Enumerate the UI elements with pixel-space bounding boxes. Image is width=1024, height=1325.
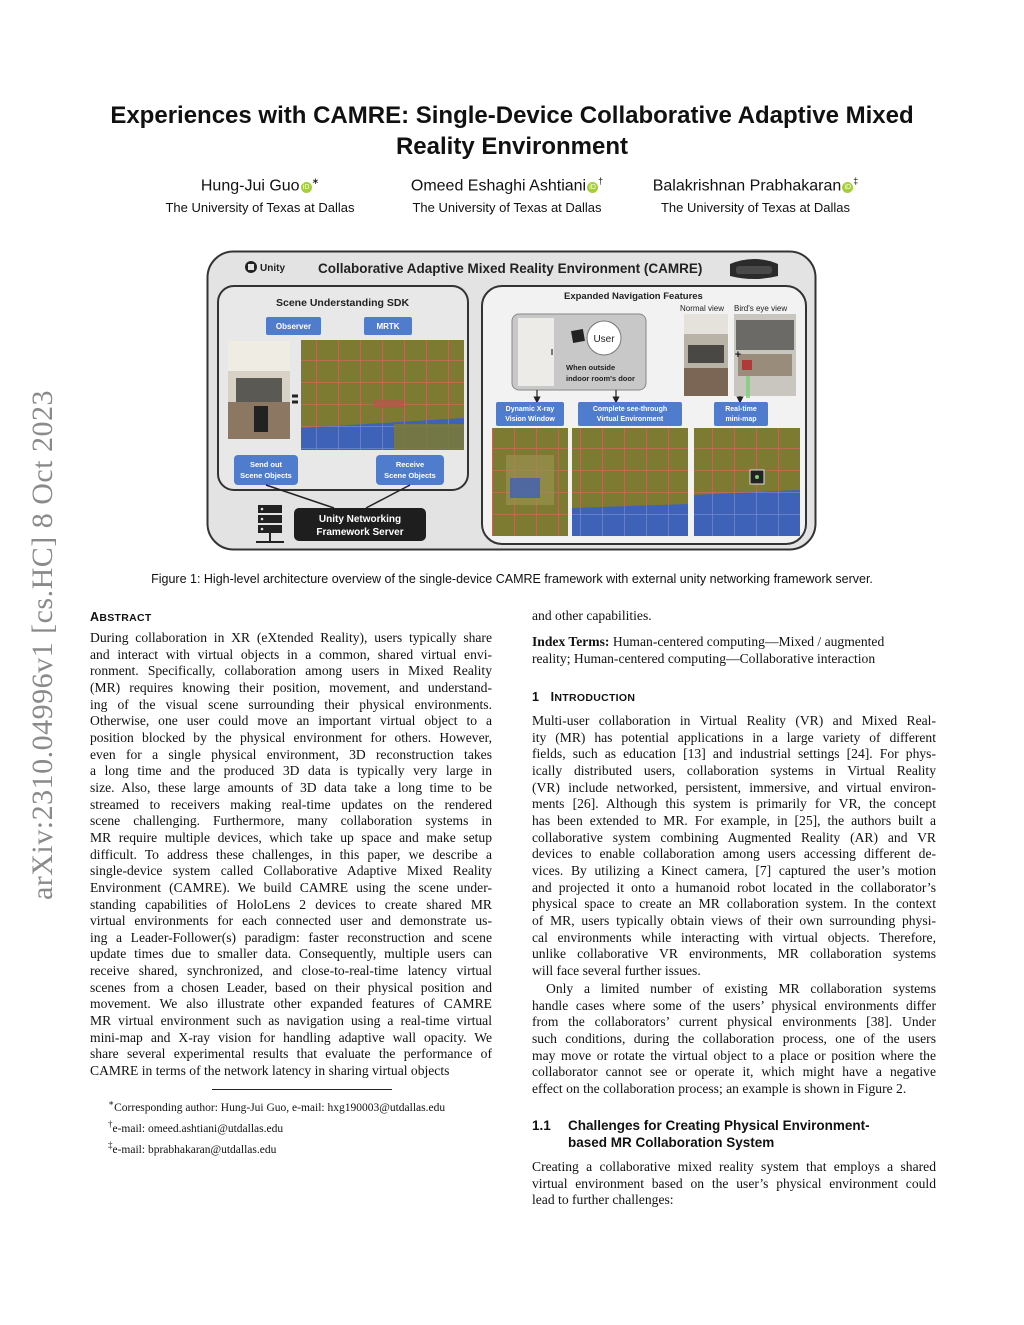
text-line: effect on the collaboration process; an example is shown in Figure 2.	[532, 1080, 907, 1096]
door-photo	[518, 318, 554, 386]
text-line: will face several further issues.	[532, 962, 701, 978]
mini-map-label-2: mini-map	[725, 416, 757, 423]
intro-number: 1	[532, 690, 540, 704]
xray-label-2: Vision Window	[505, 416, 555, 423]
text-line: from the collaborators’ current physical environments [38]. Under	[532, 1014, 936, 1030]
author-3	[638, 176, 873, 195]
intro-first: I	[550, 690, 555, 704]
subsection-title-1: Challenges for Creating Physical Environment-	[568, 1118, 870, 1133]
outside-label-1: When outside	[566, 363, 616, 372]
text-line: has been extended to MR. For example, in [25], the authors built a	[532, 812, 936, 828]
footnote-text: e-mail: omeed.ashtiani@utdallas.edu	[112, 1122, 284, 1135]
text-line: ing a Leader-Follower(s) paradigm: faster reconstruction and scene	[90, 929, 492, 945]
text-line: MR virtual environment such as navigation using a real-time virtual	[90, 1013, 492, 1029]
text-line: a long time and the produced 3D data is typically very large in	[90, 763, 492, 779]
paper-title	[90, 100, 934, 162]
introduction-para-2	[532, 981, 936, 1098]
author-name: Omeed Eshaghi Ashtiani	[410, 177, 587, 195]
index-terms-label: Index Terms:	[532, 634, 610, 649]
normal-view-photo	[684, 314, 728, 396]
navigation-features-title: Expanded Navigation Features	[564, 291, 703, 302]
text-line: (VR) include networked, persistent, immersive, and virtual environ-	[532, 779, 936, 795]
xray-label-1: Dynamic X-ray	[505, 406, 555, 413]
figure-1-caption: Figure 1: High-level architecture overview of the single-device CAMRE framework with external unity networking framework server.	[151, 572, 873, 586]
birds-eye-photo	[734, 314, 796, 396]
index-terms	[532, 634, 936, 667]
text-line: difficult. To address these challenges, in this paper, we describe a	[90, 846, 492, 862]
text-line: position blocked by the physical environment for others. However,	[90, 729, 492, 745]
text-line: virtual environment based on the user’s physical environment could	[532, 1175, 936, 1191]
abstract-body	[90, 630, 492, 1080]
text-line: single-device system called Collaborative Adaptive Mixed Reality	[90, 863, 492, 879]
subsection-title-2: based MR Collaboration System	[568, 1135, 775, 1150]
text-line: MR require multiple devices, which take up space and make setup	[90, 829, 492, 845]
text-line: size. Also, these large amounts of 3D data take a long time to be	[90, 779, 492, 795]
title-line-1: Experiences with CAMRE: Single-Device Collaborative Adaptive Mixed	[110, 102, 914, 129]
text-line: Multi-user collaboration in Virtual Reality (VR) and Mixed Real-	[532, 713, 936, 728]
text-line: share several experimental results that evaluate the performance of	[90, 1046, 492, 1062]
footnote-text: e-mail: bprabhakaran@utdallas.edu	[112, 1143, 277, 1156]
plus-symbol: +	[734, 349, 742, 361]
text-line: may move or rotate the virtual object to a place or position where the	[532, 1047, 936, 1063]
author-mark: †	[598, 176, 604, 186]
footnote-text: Corresponding author: Hung-Jui Guo, e-mail: hxg190003@utdallas.edu	[114, 1101, 446, 1114]
text-line: physical space to create an MR collaboration system. In the context	[532, 896, 936, 912]
figure-1-architecture	[206, 250, 818, 552]
author-mark: ‡	[853, 176, 859, 186]
user-cube-icon	[571, 329, 585, 343]
subsection-body	[532, 1159, 936, 1209]
server-label-2: Framework Server	[316, 527, 404, 538]
receive-label-1: Receive	[395, 460, 425, 469]
text-line: Environment (CAMRE). We build CAMRE using the scene under-	[90, 879, 492, 895]
footnote-mark: ‡	[108, 1139, 113, 1150]
text-line: Creating a collaborative mixed reality system that employs a shared	[532, 1159, 936, 1174]
abstract-heading	[90, 608, 492, 626]
scene-understanding-title: Scene Understanding SDK	[276, 297, 410, 309]
receive-label-2: Scene Objects	[384, 471, 436, 480]
send-label-2: Scene Objects	[240, 471, 292, 480]
text-line: update times due to smaller data. Consequently, multiple users can	[90, 946, 492, 962]
text-line: During collaboration in XR (eXtended Reality), users typically share	[90, 630, 492, 645]
footnote-2	[108, 1116, 508, 1137]
orcid-icon[interactable]: iD	[301, 182, 312, 193]
text-line: fields, such as education [13] and industrial settings [24]. For phys-	[532, 746, 936, 762]
outside-label-2: indoor room's door	[566, 374, 635, 383]
text-line: receive shared, synchronized, and close-to-real-time latency virtual	[90, 963, 492, 979]
text-line: streamed to receivers making real-time updates on the rendered	[90, 796, 492, 812]
subsection-number: 1.1	[532, 1118, 551, 1133]
user-label: User	[593, 334, 615, 345]
text-line: ically distributed users, collaboration systems in Virtual Reality	[532, 762, 936, 778]
arxiv-identifier	[18, 355, 68, 935]
mrtk-label: MRTK	[376, 322, 400, 331]
abstract-continuation	[532, 608, 936, 625]
see-through-label-2: Virtual Environment	[596, 416, 664, 423]
text-line: cal environments while interacting with virtual objects. Therefore,	[532, 929, 936, 945]
text-line: unlike collaborative VR environments, MR collaboration systems	[532, 946, 936, 962]
send-label-1: Send out	[249, 460, 283, 469]
introduction-body	[532, 713, 936, 980]
mini-map-render	[694, 428, 800, 536]
introduction-heading	[532, 688, 936, 706]
text-line: ing of the visual scene surrounding their physical environments.	[90, 696, 492, 712]
text-line: and interact with virtual objects in a common, shared virtual envi-	[90, 646, 492, 662]
text-line: Only a limited number of existing MR collaboration systems	[546, 981, 936, 996]
footnotes	[108, 1095, 508, 1157]
index-terms-line-1: Human-centered computing—Mixed / augmented	[609, 634, 885, 649]
orcid-icon[interactable]: iD	[587, 182, 598, 193]
text-line: ity (MR) has potential applications in a large variety of different	[532, 729, 936, 745]
see-through-label-1: Complete see-through	[592, 406, 668, 413]
text-line: (MR) requires knowing their position, movement, and understand-	[90, 679, 492, 695]
birds-eye-label: Bird's eye view	[734, 304, 788, 313]
abstract-heading-rest: BSTRACT	[99, 612, 152, 624]
room-photo	[228, 341, 290, 439]
scene-mesh-render	[301, 340, 464, 450]
text-line: mini-map and X-ray vision for handling adaptive wall opacity. We	[90, 1029, 492, 1045]
mini-map-label-1: Real-time	[725, 406, 757, 413]
abstract-cont-text: and other capabilities.	[532, 608, 652, 623]
footnote-mark: †	[108, 1118, 113, 1129]
unity-logo-icon	[245, 261, 257, 273]
text-line: devices to enable collaboration among users accessing different de-	[532, 846, 936, 862]
text-line: virtual environments for each connected user and demonstrate us-	[90, 913, 492, 929]
unity-label: Unity	[260, 263, 285, 274]
text-line: standing capabilities of HoloLens 2 devices to create shared MR	[90, 896, 492, 912]
abstract-heading-first: A	[90, 610, 100, 624]
footnote-1	[108, 1095, 508, 1116]
author-1-affiliation: The University of Texas at Dallas	[165, 200, 355, 215]
text-line: lead to further challenges:	[532, 1192, 674, 1208]
author-name: Hung-Jui Guo	[200, 177, 300, 195]
footnote-rule	[212, 1089, 392, 1090]
text-line: ments [26]. Although this system is primarily for VR, the concept	[532, 796, 936, 812]
author-name: Balakrishnan Prabhakaran	[652, 177, 842, 195]
text-line: collaborative system combining Augmented Reality (AR) and VR	[532, 829, 936, 845]
arxiv-identifier-text: arXiv:2310.04996v1 [cs.HC] 8 Oct 2023	[26, 389, 59, 901]
figure-title: Collaborative Adaptive Mixed Reality Environment (CAMRE)	[318, 261, 703, 276]
observer-label: Observer	[275, 322, 312, 331]
text-line: ronment. Specifically, collaboration among users in Mixed Reality	[90, 663, 492, 679]
text-line: scene challenging. Furthermore, many collaboration systems in	[90, 813, 492, 829]
xray-render	[492, 428, 568, 536]
text-line: such conditions, during the collaboration process, one of the users	[532, 1030, 936, 1046]
text-line: vices. By utilizing a Kinect camera, [7] captured the user’s motion	[532, 862, 936, 878]
text-line: CAMRE in terms of the network latency in sharing virtual objects	[90, 1063, 450, 1079]
text-line: scenes from a chosen Leader, based on their physical position and	[90, 979, 492, 995]
server-label-1: Unity Networking	[318, 514, 402, 525]
author-1	[150, 176, 370, 195]
normal-view-label: Normal view	[680, 304, 725, 313]
text-line: of MR, users typically obtain views of their own surrounding physi-	[532, 912, 936, 928]
text-line: collaborator cannot see or operate it, which might have a negative	[532, 1064, 936, 1080]
footnote-mark: ∗	[108, 1098, 115, 1108]
author-2-affiliation: The University of Texas at Dallas	[412, 200, 602, 215]
text-line: Otherwise, one user could move an important virtual object to a	[90, 713, 492, 729]
orcid-icon[interactable]: iD	[842, 182, 853, 193]
text-line: movement. We also illustrate other expanded features of CAMRE	[90, 996, 492, 1012]
text-line: handle cases where some of the users’ physical environments differ	[532, 997, 936, 1013]
subsection-heading	[532, 1117, 936, 1151]
hololens-icon	[730, 259, 778, 279]
text-line: even for a single physical environment, 3D reconstruction takes	[90, 746, 492, 762]
footnote-3	[108, 1137, 508, 1158]
see-through-render	[572, 428, 688, 536]
author-mark: ∗	[311, 176, 320, 186]
index-terms-line-2: reality; Human-centered computing—Collaborative interaction	[532, 650, 876, 666]
intro-rest: NTRODUCTION	[554, 692, 636, 704]
author-3-affiliation: The University of Texas at Dallas	[660, 200, 851, 215]
author-2	[392, 176, 622, 195]
title-line-2: Reality Environment	[395, 133, 629, 160]
text-line: and projected it onto a humanoid robot located in the collaborator’s	[532, 879, 936, 895]
